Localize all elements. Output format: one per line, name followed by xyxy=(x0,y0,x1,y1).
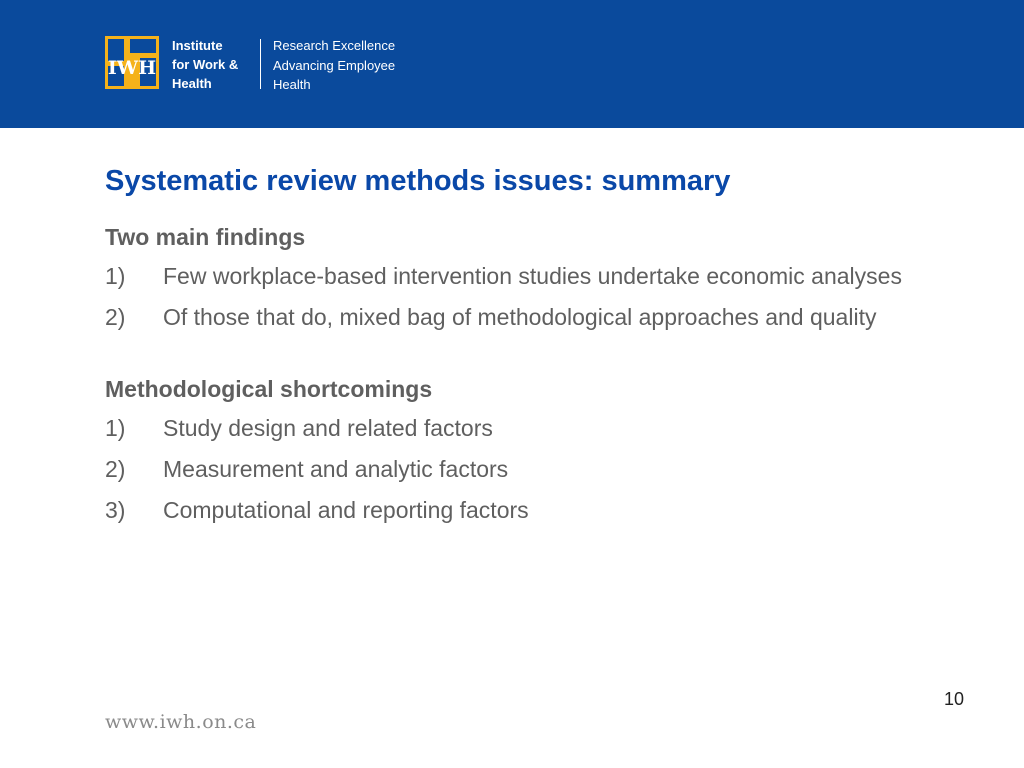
list-text: Study design and related factors xyxy=(163,415,493,441)
svg-text:IWH: IWH xyxy=(107,57,157,79)
logo-name-line: Health xyxy=(172,76,212,91)
list-text: Few workplace-based intervention studies undertake economic analyses xyxy=(163,263,902,289)
logo-name-line: Institute xyxy=(172,38,223,53)
findings-list xyxy=(105,259,965,334)
shortcomings-list xyxy=(105,411,965,527)
iwh-logo-icon xyxy=(105,36,159,89)
logo-divider xyxy=(260,39,261,89)
list-item xyxy=(105,452,965,486)
tagline-line: Health xyxy=(273,77,311,92)
list-number: 1) xyxy=(105,263,126,289)
section-heading: Methodological shortcomings xyxy=(105,376,433,402)
tagline-line: Advancing Employee xyxy=(273,57,396,73)
logo-name xyxy=(172,36,257,93)
header-banner xyxy=(0,0,1024,128)
list-text: Of those that do, mixed bag of methodological approaches and quality xyxy=(163,304,877,330)
list-text: Computational and reporting factors xyxy=(163,497,529,523)
list-number: 2) xyxy=(105,304,126,330)
list-number: 2) xyxy=(105,456,126,482)
logo-name-line: for Work & xyxy=(172,57,239,72)
footer-url: www.iwh.on.ca xyxy=(105,711,257,733)
list-text: Measurement and analytic factors xyxy=(163,456,509,482)
logo-tagline xyxy=(273,36,443,95)
list-item xyxy=(105,411,965,445)
list-item xyxy=(105,493,965,527)
slide-content xyxy=(105,222,965,527)
spacer xyxy=(105,334,965,374)
slide-title: Systematic review methods issues: summary xyxy=(105,165,731,197)
section-heading: Two main findings xyxy=(105,224,306,250)
list-item xyxy=(105,300,965,334)
page-number: 10 xyxy=(943,689,964,709)
list-number: 3) xyxy=(105,497,126,523)
list-item xyxy=(105,259,965,293)
list-number: 1) xyxy=(105,415,126,441)
tagline-line: Research Excellence xyxy=(273,38,396,53)
